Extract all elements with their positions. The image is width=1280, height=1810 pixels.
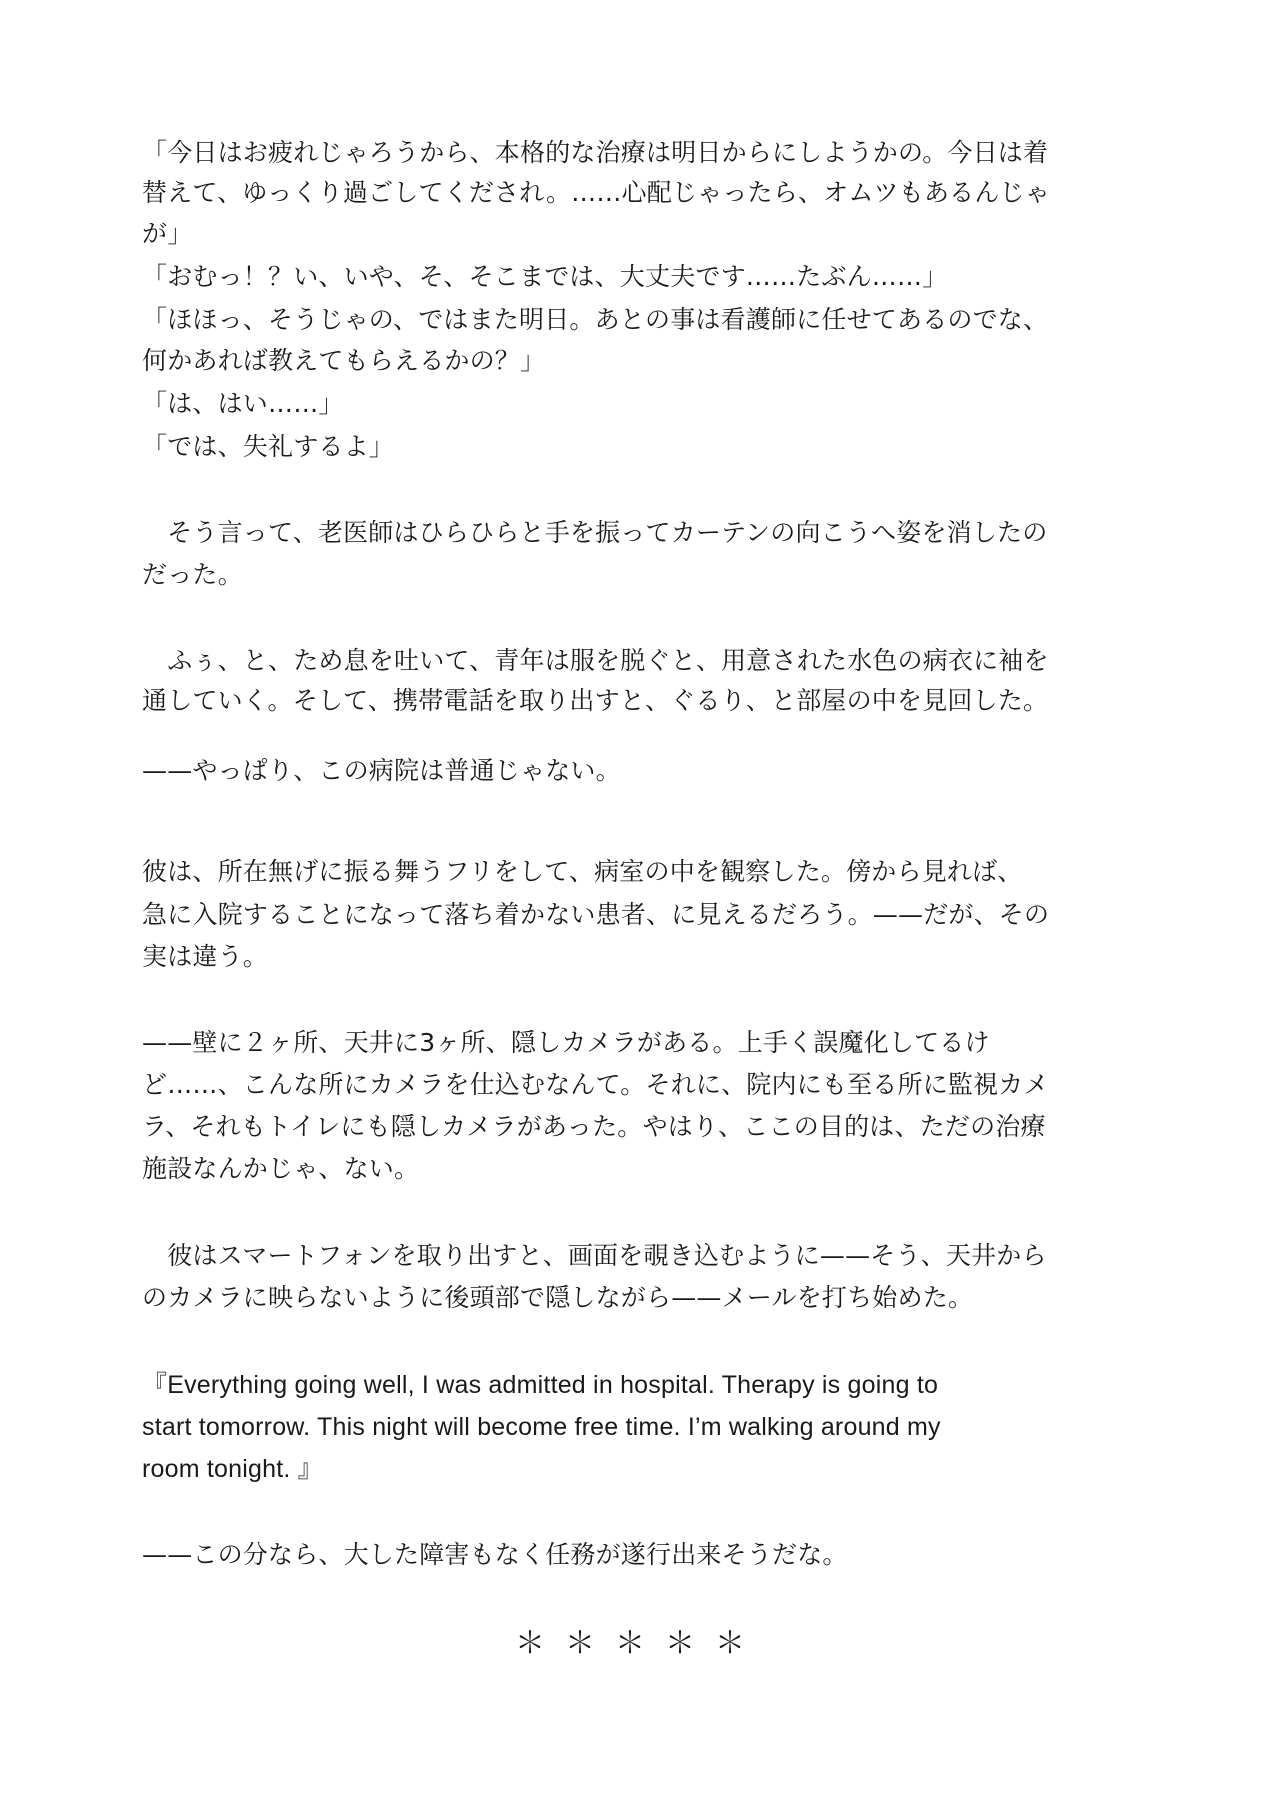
text-line: ——やっぱり、この病院は普通じゃない。 — [142, 756, 621, 785]
section-separator: ＊＊＊＊＊ — [515, 1626, 765, 1661]
text-line: 何かあれば教えてもらえるかの？」 — [142, 346, 546, 375]
text-line: 「は、はい……」 — [142, 389, 344, 418]
text-line: のカメラに映らないように後頭部で隠しながら——メールを打ち始めた。 — [142, 1283, 974, 1312]
text-line: start tomorrow. This night will become free time. I’m walking around my — [142, 1413, 941, 1441]
text-line: 急に入院することになって落ち着かない患者、に見えるだろう。——だが、その — [142, 900, 1050, 929]
text-line: 『Everything going well, I was admitted in hospital. Therapy is going to — [142, 1371, 939, 1399]
text-line: だった。 — [142, 560, 243, 589]
text-line: 「では、失礼するよ」 — [142, 432, 395, 461]
text-line: が」 — [142, 219, 193, 248]
text-line: ——壁に２ヶ所、天井に3ヶ所、隠しカメラがある。上手く誤魔化してるけ — [142, 1028, 990, 1057]
text-line: 「今日はお疲れじゃろうから、本格的な治療は明日からにしようかの。今日は着 — [142, 138, 1049, 167]
text-line: ど……、こんな所にカメラを仕込むなんて。それに、院内にも至る所に監視カメ — [142, 1070, 1049, 1099]
text-line: 実は違う。 — [142, 942, 269, 971]
text-line: 彼は、所在無げに振る舞うフリをして、病室の中を観察した。傍から見れば、 — [142, 857, 1023, 886]
text-line: そう言って、老医師はひらひらと手を振ってカーテンの向こうへ姿を消したの — [142, 518, 1048, 547]
text-line: 通していく。そして、携帯電話を取り出すと、ぐるり、と部屋の中を見回した。 — [142, 686, 1049, 715]
text-line: 替えて、ゆっくり過ごしてくだされ。……心配じゃったら、オムツもあるんじゃ — [142, 178, 1050, 207]
text-line: 彼はスマートフォンを取り出すと、画面を覗き込むように——そう、天井から — [142, 1241, 1047, 1270]
text-line: ふぅ、と、ため息を吐いて、青年は服を脱ぐと、用意された水色の病衣に袖を — [142, 646, 1049, 675]
text-line: 「おむっ！？い、いや、そ、そこまでは、大丈夫です……たぶん……」 — [142, 262, 948, 291]
text-line: room tonight. 』 — [142, 1455, 323, 1483]
text-line: 施設なんかじゃ、ない。 — [142, 1154, 420, 1183]
text-line: 「ほほっ、そうじゃの、ではまた明日。あとの事は看護師に任せてあるのでな、 — [142, 305, 1049, 334]
text-line: ——この分なら、大した障害もなく任務が遂行出来そうだな。 — [142, 1540, 848, 1569]
text-line: ラ、それもトイレにも隠しカメラがあった。やはり、ここの目的は、ただの治療 — [142, 1112, 1046, 1141]
